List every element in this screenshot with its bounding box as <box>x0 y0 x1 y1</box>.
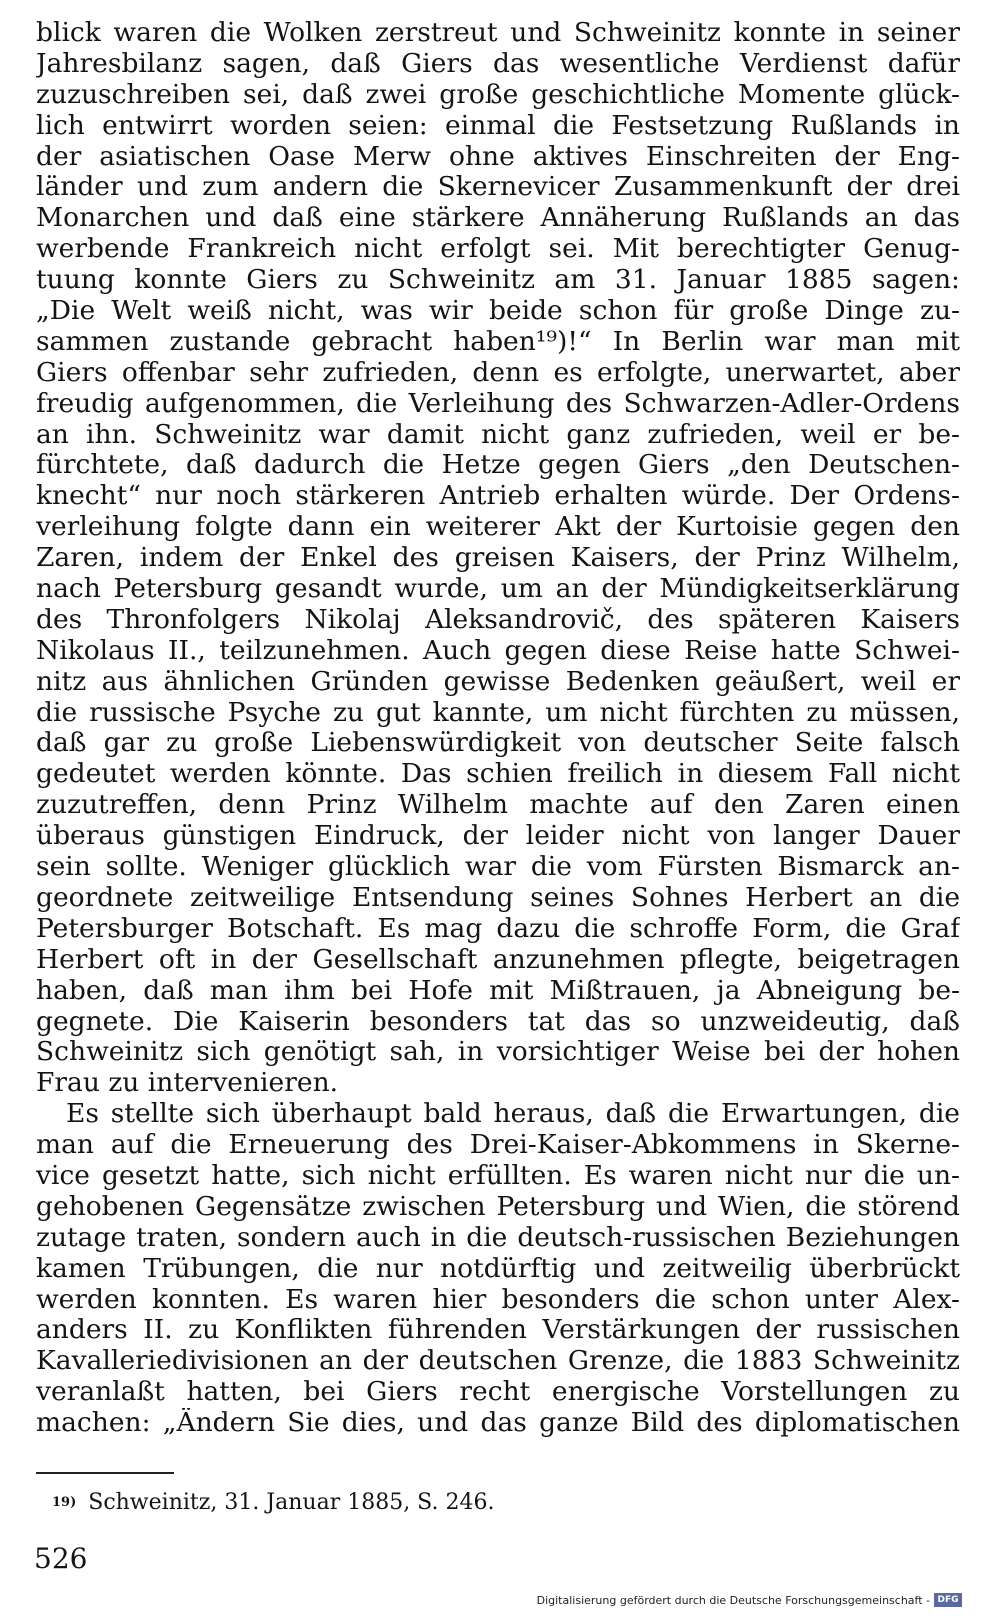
text-line: Herbert oft in der Gesellschaft anzunehmen pflegte, beigetragen <box>36 944 960 975</box>
text-line: lich entwirrt worden seien: einmal die Festsetzung Rußlands in <box>36 110 960 141</box>
footnote-text: Schweinitz, 31. Januar 1885, S. 246. <box>88 1490 495 1515</box>
body-text <box>36 18 960 1439</box>
text-line: tuung konnte Giers zu Schweinitz am 31. Januar 1885 sagen: <box>36 265 960 296</box>
text-line: verleihung folgte dann ein weiterer Akt der Kurtoisie gegen den <box>36 512 960 543</box>
text-line: länder und zum andern die Skernevicer Zusammenkunft der drei <box>36 172 960 203</box>
text-line: werbende Frankreich nicht erfolgt sei. Mit berechtigter Genug- <box>36 234 960 265</box>
text-line: Giers offenbar sehr zufrieden, denn es erfolgte, unerwartet, aber <box>36 357 960 388</box>
page-number: 526 <box>34 1542 88 1575</box>
text-line: haben, daß man ihm bei Hofe mit Mißtrauen, ja Abneigung be- <box>36 975 960 1006</box>
footnote <box>52 1489 494 1517</box>
text-line: Zaren, indem der Enkel des greisen Kaisers, der Prinz Wilhelm, <box>36 543 960 574</box>
text-line: knecht“ nur noch stärkeren Antrieb erhalten würde. Der Ordens- <box>36 481 960 512</box>
text-line: blick waren die Wolken zerstreut und Schweinitz konnte in seiner <box>36 18 960 48</box>
text-line: anders II. zu Konflikten führenden Verstärkungen der russischen <box>36 1315 960 1346</box>
text-line: zuzutreffen, denn Prinz Wilhelm machte auf den Zaren einen <box>36 790 960 821</box>
text-line: Frau zu intervenieren. <box>36 1068 339 1099</box>
text-line: Petersburger Botschaft. Es mag dazu die schroffe Form, die Graf <box>36 913 960 944</box>
text-line: geordnete zeitweilige Entsendung seines Sohnes Herbert an die <box>36 882 960 913</box>
text-line: zuzuschreiben sei, daß zwei große geschichtliche Momente glück- <box>36 79 960 110</box>
digitization-credit <box>537 1593 962 1607</box>
text-line: sein sollte. Weniger glücklich war die vom Fürsten Bismarck an- <box>36 852 960 883</box>
credit-text: Digitalisierung gefördert durch die Deutsche Forschungsgemeinschaft - <box>536 1593 930 1607</box>
text-line: freudig aufgenommen, die Verleihung des Schwarzen-Adler-Ordens <box>36 388 960 419</box>
text-line: vice gesetzt hatte, sich nicht erfüllten. Es waren nicht nur die un- <box>36 1160 960 1191</box>
footnote-marker: 19) <box>52 1495 77 1510</box>
text-line: fürchtete, daß dadurch die Hetze gegen Giers „den Deutschen- <box>36 450 960 481</box>
text-line: „Die Welt weiß nicht, was wir beide schon für große Dinge zu- <box>36 296 960 327</box>
dfg-logo-icon: DFG <box>934 1593 962 1607</box>
text-line: nitz aus ähnlichen Gründen gewisse Bedenken geäußert, weil er <box>36 666 960 697</box>
text-line: Nikolaus II., teilzunehmen. Auch gegen diese Reise hatte Schwei- <box>36 635 960 666</box>
text-line: Monarchen und daß eine stärkere Annäherung Rußlands an das <box>36 203 960 234</box>
text-line: machen: „Ändern Sie dies, und das ganze Bild des diplomatischen <box>36 1408 960 1439</box>
text-line: gegnete. Die Kaiserin besonders tat das so unzweideutig, daß <box>36 1006 960 1037</box>
text-line: an ihn. Schweinitz war damit nicht ganz zufrieden, weil er be- <box>36 419 960 450</box>
text-line: die russische Psyche zu gut kannte, um nicht fürchten zu müssen, <box>36 697 960 728</box>
text-line: gedeutet werden könnte. Das schien freilich in diesem Fall nicht <box>36 759 960 790</box>
text-line: zutage traten, sondern auch in die deutsch-russischen Beziehungen <box>36 1222 960 1253</box>
text-line: der asiatischen Oase Merw ohne aktives Einschreiten der Eng- <box>36 141 960 172</box>
text-line: sammen zustande gebracht haben¹⁹)!“ In Berlin war man mit <box>36 326 960 357</box>
text-line: Schweinitz sich genötigt sah, in vorsichtiger Weise bei der hohen <box>36 1037 960 1068</box>
text-line: veranlaßt hatten, bei Giers recht energische Vorstellungen zu <box>36 1377 960 1408</box>
footnote-divider <box>36 1472 174 1474</box>
text-line: man auf die Erneuerung des Drei-Kaiser-Abkommens in Skerne- <box>36 1130 960 1161</box>
text-line: gehobenen Gegensätze zwischen Petersburg und Wien, die störend <box>36 1191 960 1222</box>
text-line: überaus günstigen Eindruck, der leider nicht von langer Dauer <box>36 821 960 852</box>
text-line: des Thronfolgers Nikolaj Aleksandrovič, des späteren Kaisers <box>36 604 960 635</box>
text-line: Es stellte sich überhaupt bald heraus, daß die Erwartungen, die <box>66 1099 960 1130</box>
text-line: Jahresbilanz sagen, daß Giers das wesentliche Verdienst dafür <box>36 48 960 79</box>
text-line: kamen Trübungen, die nur notdürftig und zeitweilig überbrückt <box>36 1253 960 1284</box>
text-line: werden konnten. Es waren hier besonders die schon unter Alex- <box>36 1284 960 1315</box>
text-line: nach Petersburg gesandt wurde, um an der Mündigkeitserklärung <box>36 574 960 605</box>
text-line: daß gar zu große Liebenswürdigkeit von deutscher Seite falsch <box>36 728 960 759</box>
text-line: Kavalleriedivisionen an der deutschen Grenze, die 1883 Schweinitz <box>36 1346 960 1377</box>
